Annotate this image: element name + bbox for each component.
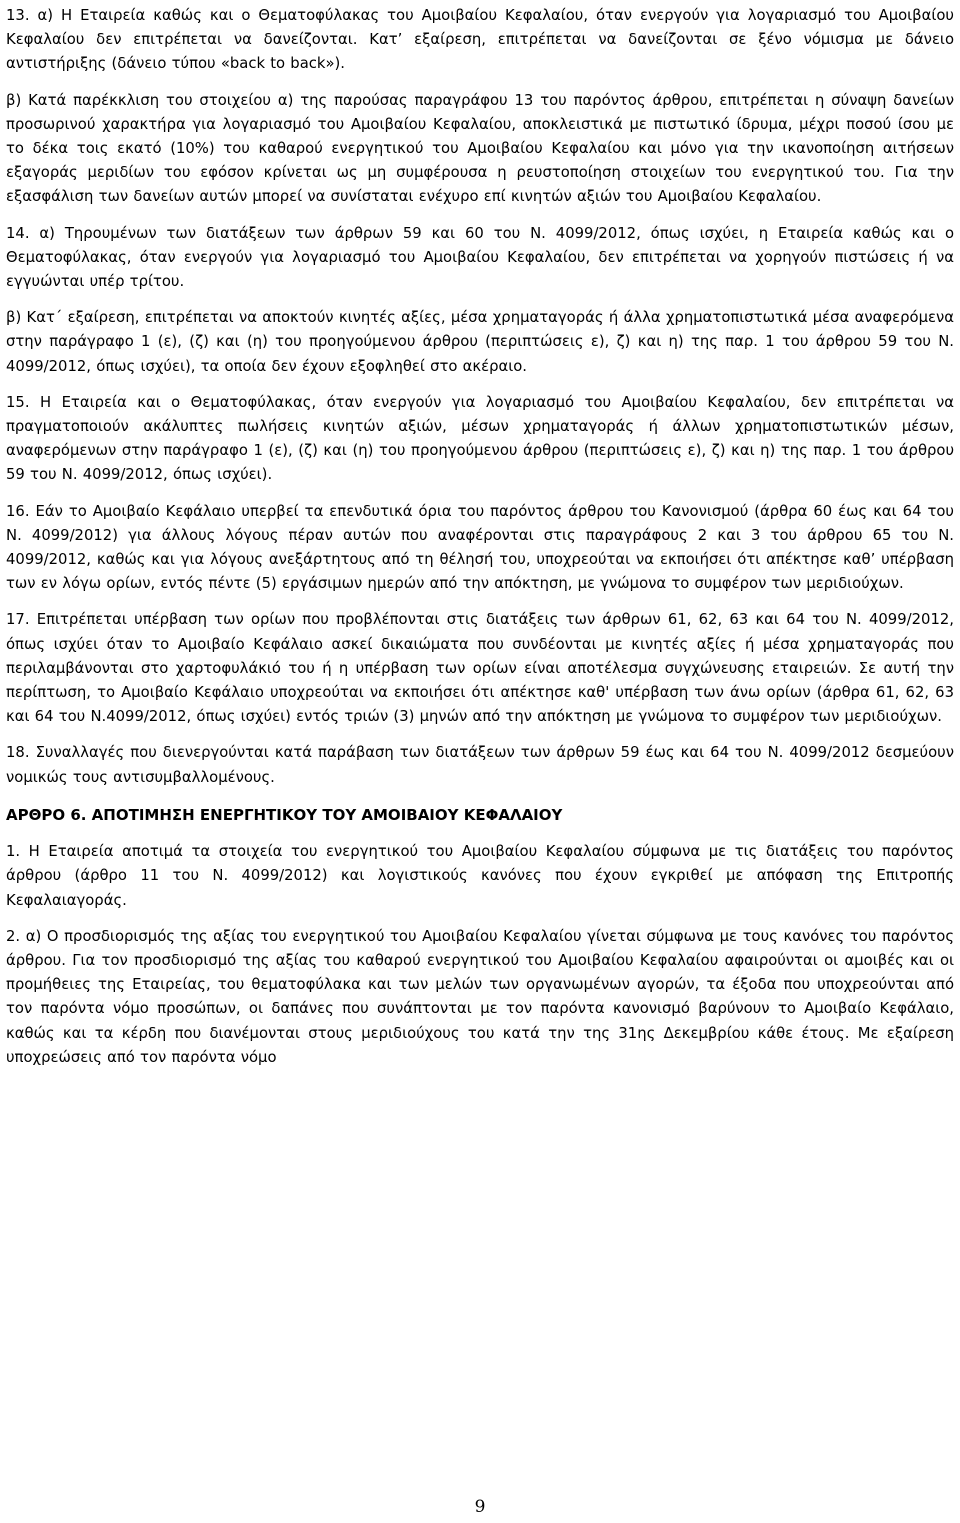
paragraph-17: 17. Επιτρέπεται υπέρβαση των ορίων που προβλέπονται στις διατάξεις των άρθρων 61, 62, 63 και 64 του Ν. 4099/2012, όπως ισχύει όταν το Αμοιβαίο Κεφάλαιο ασκεί δικαιώματα που συνδέονται με κινητές αξίες ή μέσα χρηματαγοράς που περιλαμβάνονται στο χαρτοφυλάκιό του ή η υπέρβαση των ορίων είναι αποτέλεσμα συγχώνευσης εταιρειών. Σε αυτή την περίπτωση, το Αμοιβαίο Κεφάλαιο υποχρεούται να εκποιήσει ότι απέκτησε καθ' υπέρβαση των άνω ορίων (άρθρα 61, 62, 63 και 64 του Ν.4099/2012, όπως ισχύει) εντός τριών (3) μηνών από την απόκτηση με γνώμονα το συμφέρον των μεριδιούχων. [6,611,954,726]
paragraph-15: 15. Η Εταιρεία και ο Θεματοφύλακας, όταν ενεργούν για λογαριασμό του Αμοιβαίου Κεφαλαίου, δεν επιτρέπεται να πραγματοποιούν ακάλυπτες πωλήσεις κινητών αξιών, μέσων χρηματαγοράς ή άλλων χρηματοπιστωτικών μέσων, αναφερόμενων στην παράγραφο 1 (ε), (ζ) και (η) του προηγούμενου άρθρου (περιπτώσεις ε), ζ) και η) της παρ. 1 του άρθρου 59 του Ν. 4099/2012, όπως ισχύει). [6,393,954,484]
page-number: 9 [474,1497,486,1517]
paragraph-18: 18. Συναλλαγές που διενεργούνται κατά παράβαση των διατάξεων των άρθρων 59 έως και 64 του Ν. 4099/2012 δεσμεύουν νομικώς τους αντισυμβαλλομένους. [6,744,954,786]
paragraph-14b: β) Κατ΄ εξαίρεση, επιτρέπεται να αποκτούν κινητές αξίες, μέσα χρηματαγοράς ή άλλα χρηματοπιστωτικά μέσα αναφερόμενα στην παράγραφο 1 (ε), (ζ) και (η) του προηγούμενου άρθρου (περιπτώσεις ε), ζ) και η) της παρ. 1 του άρθρου 59 του Ν. 4099/2012, όπως ισχύει), τα οποία δεν έχουν εξοφληθεί στο ακέραιο. [6,309,954,375]
paragraph-13a: 13. α) Η Εταιρεία καθώς και ο Θεματοφύλακας του Αμοιβαίου Κεφαλαίου, όταν ενεργούν για λογαριασμό του Αμοιβαίου Κεφαλαίου δεν επιτρέπεται να δανείζονται. Κατ’ εξαίρεση, επιτρέπεται να δανείζονται σε ξένο νόμισμα με δάνειο αντιστήριξης (δάνειο τύπου «back to back»). [6,7,954,73]
paragraph-13b: β) Κατά παρέκκλιση του στοιχείου α) της παρούσας παραγράφου 13 του παρόντος άρθρου, επιτρέπεται η σύναψη δανείων προσωρινού χαρακτήρα για λογαριασμό του Αμοιβαίου Κεφαλαίου, αποκλειστικά με πιστωτικό ίδρυμα, μέχρι ποσού ίσου με το δέκα τοις εκατό (10%) του καθαρού ενεργητικού του Αμοιβαίου Κεφαλαίου και μόνο για την ικανοποίηση αιτήσεων εξαγοράς μεριδίων του εφόσον κρίνεται ως μη συμφέρουσα η ρευστοποίηση στοιχείων του ενεργητικού του. Για την εξασφάλιση των δανείων αυτών μπορεί να συνίσταται ενέχυρο επί κινητών αξιών του Αμοιβαίου Κεφαλαίου. [6,91,954,206]
paragraph-16: 16. Εάν το Αμοιβαίο Κεφάλαιο υπερβεί τα επενδυτικά όρια του παρόντος άρθρου του Κανονισμού (άρθρα 60 έως και 64 του Ν. 4099/2012) για άλλους λόγους πέραν αυτών που αναφέρονται στις παραγράφους 2 και 3 του άρθρου 65 του Ν. 4099/2012, καθώς και για λόγους ανεξάρτητους από τη θέλησή του, υποχρεούται να εκποιήσει ότι απέκτησε καθ’ υπέρβαση των εν λόγω ορίων, εντός πέντε (5) εργάσιμων ημερών από την απόκτηση, με γνώμονα το συμφέρον των μεριδιούχων. [6,502,954,593]
article-6-heading: ΑΡΘΡΟ 6. ΑΠΟΤΙΜΗΣΗ ΕΝΕΡΓΗΤΙΚΟΥ ΤΟΥ ΑΜΟΙΒΑΙΟΥ ΚΕΦΑΛΑΙΟΥ [6,805,563,824]
article-6-paragraph-1: 1. Η Εταιρεία αποτιμά τα στοιχεία του ενεργητικού του Αμοιβαίου Κεφαλαίου σύμφωνα με τις διατάξεις του παρόντος άρθρου (άρθρο 11 του Ν. 4099/2012) και λογιστικούς κανόνες που έχουν εγκριθεί με απόφαση της Επιτροπής Κεφαλαιαγοράς. [6,843,954,909]
paragraph-14a: 14. α) Τηρουμένων των διατάξεων των άρθρων 59 και 60 του Ν. 4099/2012, όπως ισχύει, η Εταιρεία καθώς και ο Θεματοφύλακας, όταν ενεργούν για λογαριασμό του Αμοιβαίου Κεφαλαίου, δεν επιτρέπεται να χορηγούν πιστώσεις ή να εγγυώνται υπέρ τρίτου. [6,224,954,291]
article-6-paragraph-2a: 2. α) Ο προσδιορισμός της αξίας του ενεργητικού του Αμοιβαίου Κεφαλαίου γίνεται σύμφωνα με τους κανόνες του παρόντος άρθρου. Για τον προσδιορισμό της αξίας του καθαρού ενεργητικού του Αμοιβαίου Κεφαλαίου αφαιρούνται οι αμοιβές και οι προμήθειες της Εταιρείας, του θεματοφύλακα και των μελών των οργανωμένων αγορών, τα έξοδα που υποχρεούνται από τον παρόντα νόμο προσώπων, οι δαπάνες που συνάπτονται με τον παρόντα κανονισμό βαρύνουν το Αμοιβαίο Κεφάλαιο, καθώς και τα κέρδη που διανέμονται στους μεριδιούχους του κατά την της 31ης Δεκεμβρίου κάθε έτους. Με εξαίρεση υποχρεώσεις από τον παρόντα νόμο [6,927,954,1066]
